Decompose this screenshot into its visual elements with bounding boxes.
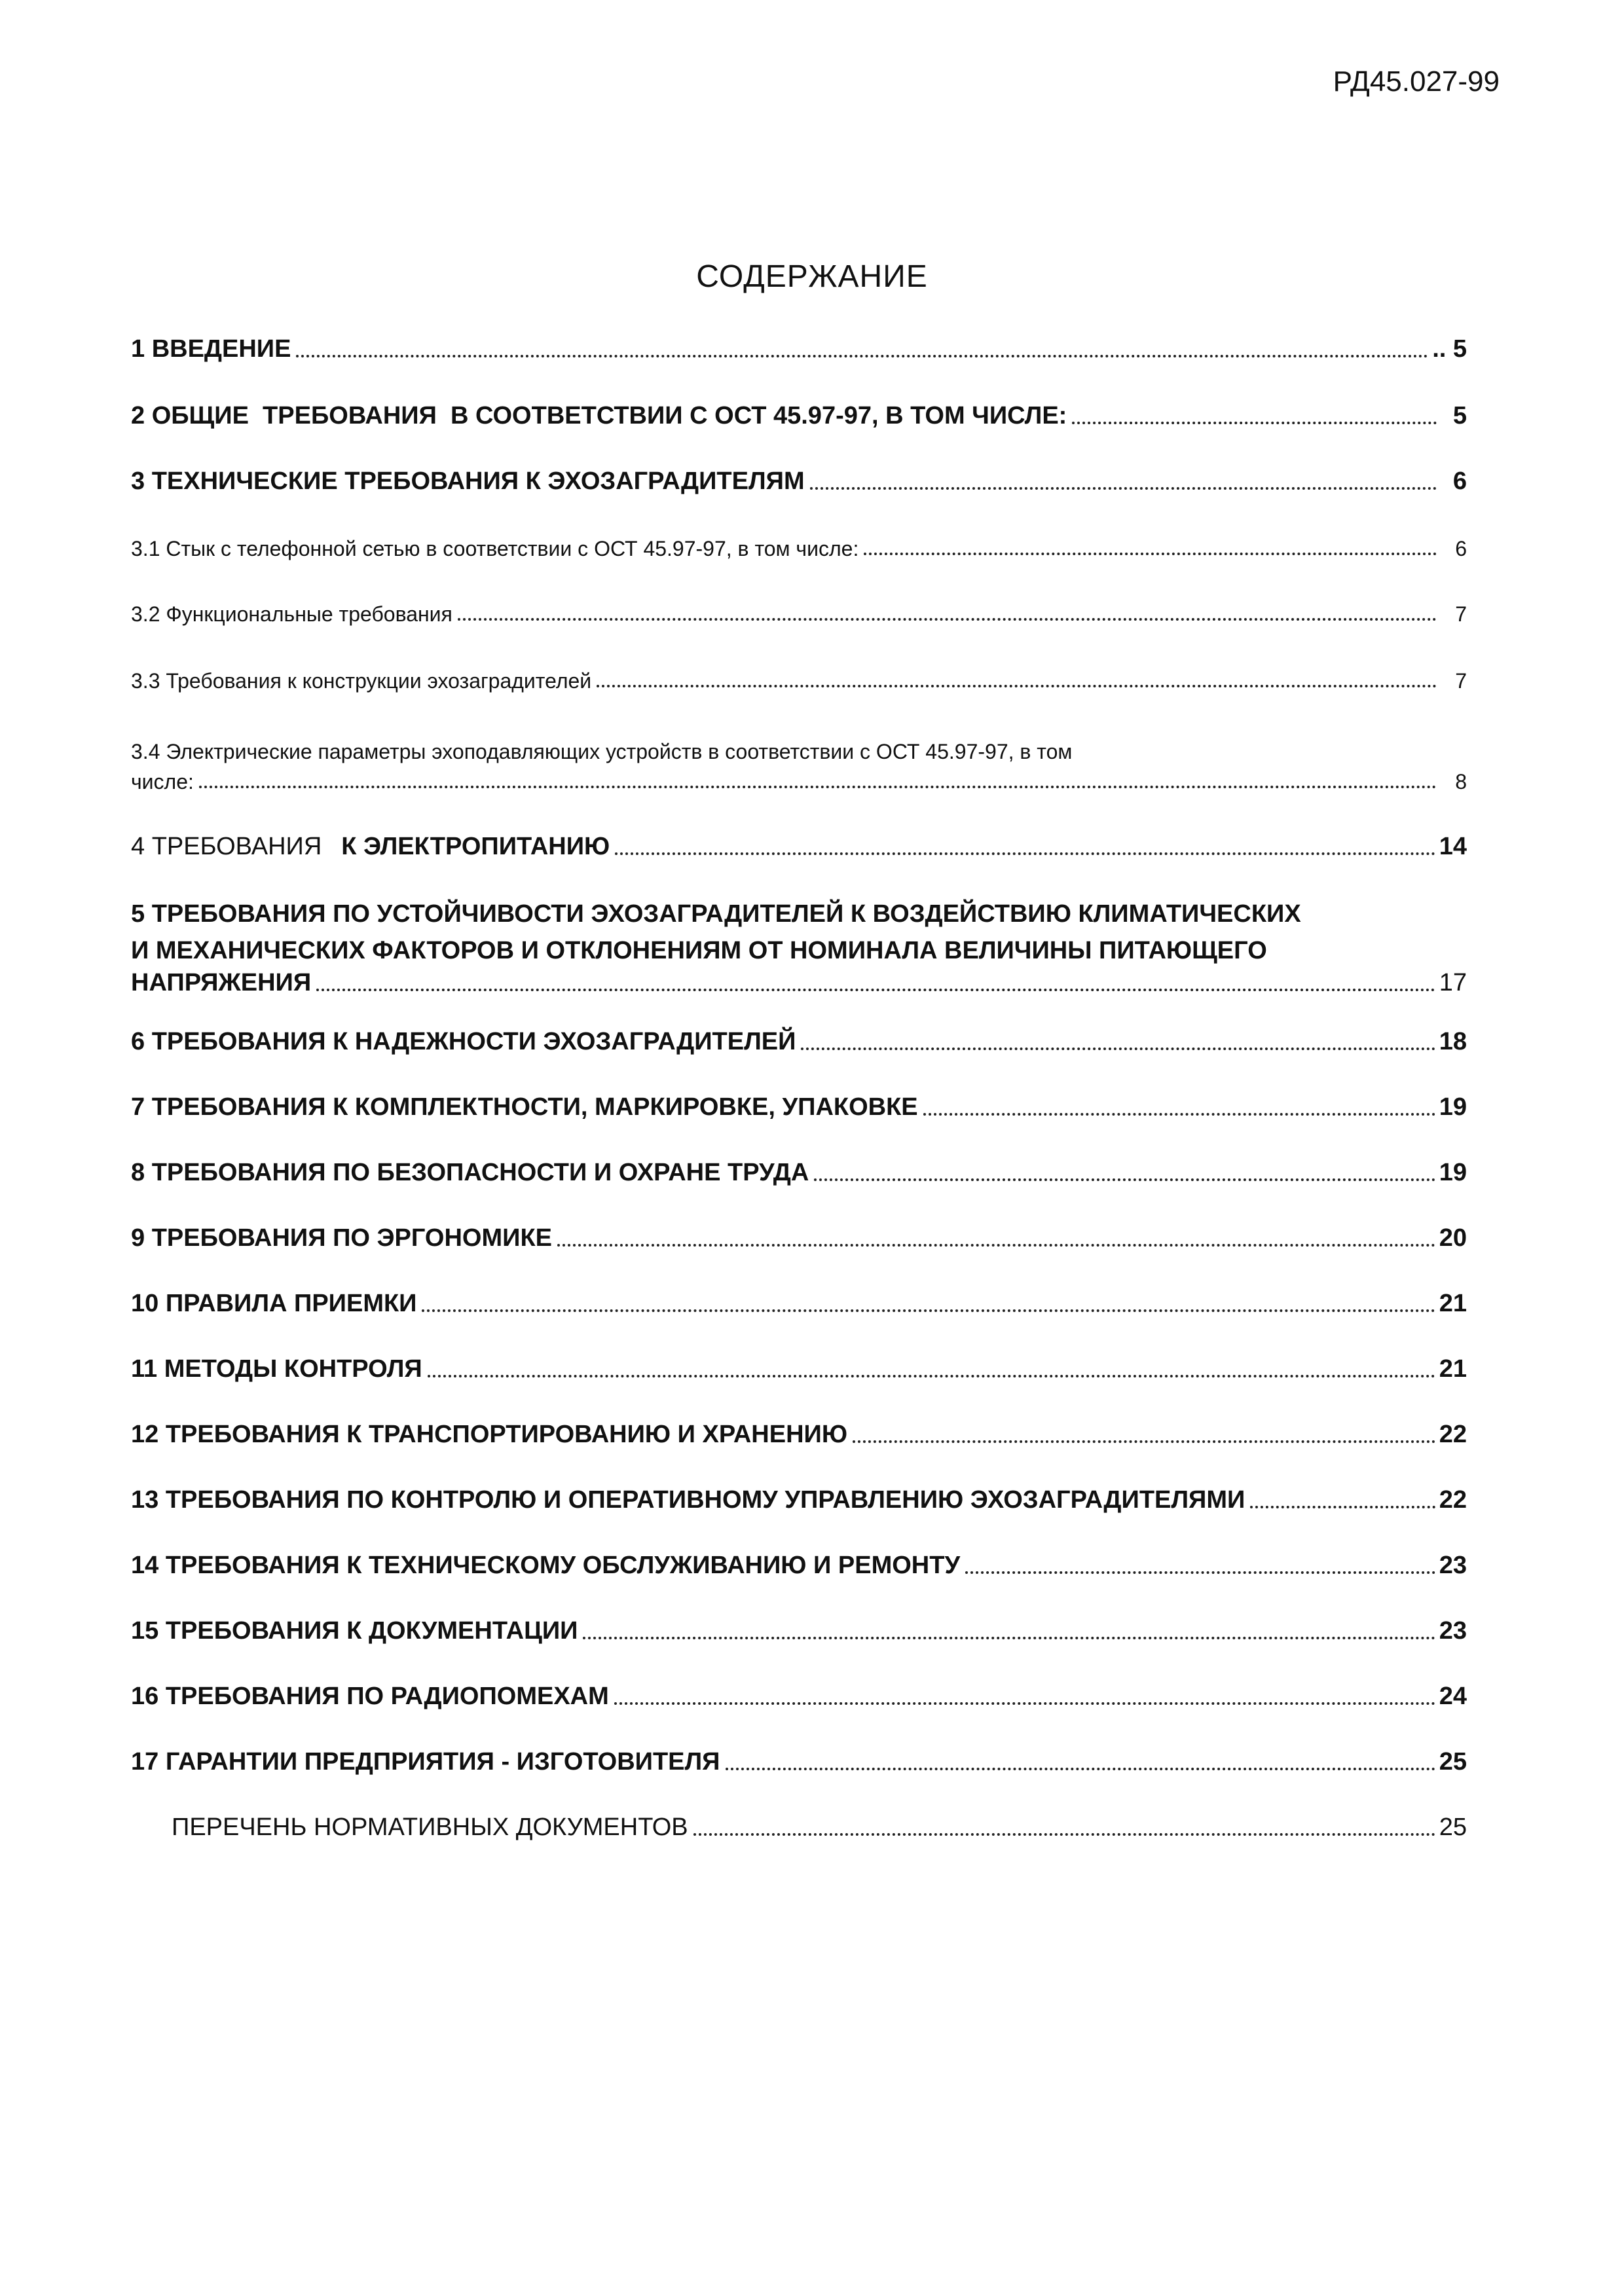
dot-leader	[1072, 422, 1437, 424]
toc-entry-text-line: И МЕХАНИЧЕСКИХ ФАКТОРОВ И ОТКЛОНЕНИЯМ ОТ НОМИНАЛА ВЕЛИЧИНЫ ПИТАЮЩЕГО	[131, 937, 1267, 964]
toc-entry-page: 23	[1439, 1617, 1467, 1645]
toc-entry[interactable]	[131, 1683, 1467, 1711]
toc-entry[interactable]	[131, 1552, 1467, 1580]
toc-entry-text: 10 ПРАВИЛА ПРИЕМКИ	[131, 1290, 417, 1317]
toc-entry-page: 21	[1439, 1355, 1467, 1383]
toc-subentry[interactable]	[131, 537, 1467, 561]
toc-entry-text: 2 ОБЩИЕ ТРЕБОВАНИЯ В СООТВЕТСТВИИ С ОСТ 45.97-97, В ТОМ ЧИСЛЕ:	[131, 402, 1067, 429]
toc-entry-text: 11 МЕТОДЫ КОНТРОЛЯ	[131, 1355, 422, 1383]
document-code: РД45.027-99	[1333, 65, 1500, 98]
toc-entry[interactable]	[131, 1028, 1467, 1056]
toc-entry-page: .. 5	[1432, 335, 1467, 363]
dot-leader	[458, 618, 1437, 621]
dot-leader	[810, 487, 1437, 490]
dot-leader	[428, 1375, 1435, 1377]
dot-leader	[597, 685, 1437, 687]
toc-entry-page: 5	[1452, 402, 1467, 429]
toc-entry-page: 8	[1455, 770, 1467, 793]
toc-entry-text: 8 ТРЕБОВАНИЯ ПО БЕЗОПАСНОСТИ И ОХРАНЕ ТРУДА	[131, 1159, 809, 1186]
toc-entry-text: 16 ТРЕБОВАНИЯ ПО РАДИОПОМЕХАМ	[131, 1683, 609, 1710]
toc-entry-page: 18	[1439, 1028, 1467, 1055]
dot-leader	[615, 852, 1435, 855]
toc-entry[interactable]	[131, 1224, 1467, 1252]
toc-entry-text: 7 ТРЕБОВАНИЯ К КОМПЛЕКТНОСТИ, МАРКИРОВКЕ, УПАКОВКЕ	[131, 1093, 918, 1121]
toc-entry-text: 3.1 Стык с телефонной сетью в соответствии с ОСТ 45.97-97, в том числе:	[131, 537, 859, 560]
toc-entry-text: 17 ГАРАНТИИ ПРЕДПРИЯТИЯ - ИЗГОТОВИТЕЛЯ	[131, 1748, 720, 1776]
toc-entry-page: 25	[1439, 1748, 1467, 1776]
toc-entry[interactable]	[131, 1486, 1467, 1514]
toc-entry-text: 4 ТРЕБОВАНИЯ	[131, 833, 322, 860]
toc-entry[interactable]	[131, 1421, 1467, 1449]
toc-entry[interactable]	[131, 896, 1467, 997]
toc-entry-page: 22	[1439, 1421, 1467, 1448]
toc-entry-page: 22	[1439, 1486, 1467, 1514]
toc-entry-text: 14 ТРЕБОВАНИЯ К ТЕХНИЧЕСКОМУ ОБСЛУЖИВАНИЮ И РЕМОНТУ	[131, 1552, 961, 1579]
dot-leader	[557, 1244, 1435, 1247]
toc-entry-text: ПЕРЕЧЕНЬ НОРМАТИВНЫХ ДОКУМЕНТОВ	[172, 1813, 688, 1841]
toc-entry[interactable]	[131, 1159, 1467, 1187]
toc-entry-text: К ЭЛЕКТРОПИТАНИЮ	[341, 833, 610, 860]
toc-entry-page: 14	[1439, 833, 1467, 860]
dot-leader	[801, 1048, 1435, 1050]
toc-entry[interactable]	[131, 1617, 1467, 1645]
dot-leader	[583, 1637, 1435, 1639]
toc-entry[interactable]	[172, 1813, 1467, 1842]
toc-entry[interactable]	[131, 1290, 1467, 1318]
toc-entry[interactable]	[131, 1093, 1467, 1121]
toc-entry-page: 25	[1439, 1813, 1467, 1841]
toc-entry-text: 15 ТРЕБОВАНИЯ К ДОКУМЕНТАЦИИ	[131, 1617, 578, 1645]
dot-leader	[814, 1178, 1435, 1181]
toc-subentry[interactable]	[131, 669, 1467, 693]
dot-leader	[864, 553, 1437, 555]
dot-leader	[923, 1113, 1435, 1116]
toc-entry-page: 7	[1455, 669, 1467, 693]
toc-title: СОДЕРЖАНИЕ	[696, 259, 928, 294]
dot-leader	[853, 1440, 1435, 1443]
toc-entry-page: 23	[1439, 1552, 1467, 1579]
dot-leader	[693, 1833, 1435, 1836]
toc-entry-text: 9 ТРЕБОВАНИЯ ПО ЭРГОНОМИКЕ	[131, 1224, 552, 1252]
toc-entry-page: 20	[1439, 1224, 1467, 1252]
toc-entry-text: 13 ТРЕБОВАНИЯ ПО КОНТРОЛЮ И ОПЕРАТИВНОМУ УПРАВЛЕНИЮ ЭХОЗАГРАДИТЕЛЯМИ	[131, 1486, 1246, 1514]
dot-leader	[296, 355, 1428, 357]
toc-entry-text: 6 ТРЕБОВАНИЯ К НАДЕЖНОСТИ ЭХОЗАГРАДИТЕЛЕЙ	[131, 1028, 796, 1055]
dot-leader	[316, 989, 1435, 991]
toc-entry-text-line: 5 ТРЕБОВАНИЯ ПО УСТОЙЧИВОСТИ ЭХОЗАГРАДИТЕЛЕЙ К ВОЗДЕЙСТВИЮ КЛИМАТИЧЕСКИХ	[131, 900, 1301, 928]
toc-entry-text: 3.3 Требования к конструкции эхозаградителей	[131, 669, 592, 693]
toc-entry-text: 3.2 Функциональные требования	[131, 602, 452, 626]
dot-leader	[614, 1702, 1435, 1705]
toc-entry-page: 24	[1439, 1683, 1467, 1710]
toc-entry-text: 1 ВВЕДЕНИЕ	[131, 335, 291, 363]
dot-leader	[1250, 1506, 1435, 1508]
toc-entry[interactable]	[131, 335, 1467, 363]
toc-entry-page: 7	[1455, 602, 1467, 626]
toc-entry-page: 19	[1439, 1093, 1467, 1121]
toc-entry-text: 3 ТЕХНИЧЕСКИЕ ТРЕБОВАНИЯ К ЭХОЗАГРАДИТЕЛЯМ	[131, 467, 805, 495]
toc-entry-page: 19	[1439, 1159, 1467, 1186]
toc-entry-text-line: 3.4 Электрические параметры эхоподавляющих устройств в соответствии с ОСТ 45.97-97, в том	[131, 740, 1073, 763]
toc-subentry[interactable]	[131, 602, 1467, 627]
toc-entry-page: 17	[1439, 969, 1467, 996]
toc-entry-page: 21	[1439, 1290, 1467, 1317]
toc-entry[interactable]	[131, 467, 1467, 496]
dot-leader	[965, 1571, 1435, 1574]
toc-entry[interactable]	[131, 402, 1467, 430]
toc-entry-text: НАПРЯЖЕНИЯ	[131, 969, 312, 996]
dot-leader	[199, 786, 1437, 788]
toc-entry-page: 6	[1455, 537, 1467, 560]
toc-entry[interactable]	[131, 833, 1467, 861]
toc-entry[interactable]	[131, 1748, 1467, 1776]
toc-entry-text: 12 ТРЕБОВАНИЯ К ТРАНСПОРТИРОВАНИЮ И ХРАНЕНИЮ	[131, 1421, 848, 1448]
toc-entry-text: числе:	[131, 770, 194, 793]
dot-leader	[726, 1768, 1435, 1770]
toc-entry[interactable]	[131, 1355, 1467, 1383]
toc-entry-page: 6	[1452, 467, 1467, 495]
dot-leader	[422, 1309, 1435, 1312]
toc-subentry[interactable]	[131, 733, 1467, 794]
